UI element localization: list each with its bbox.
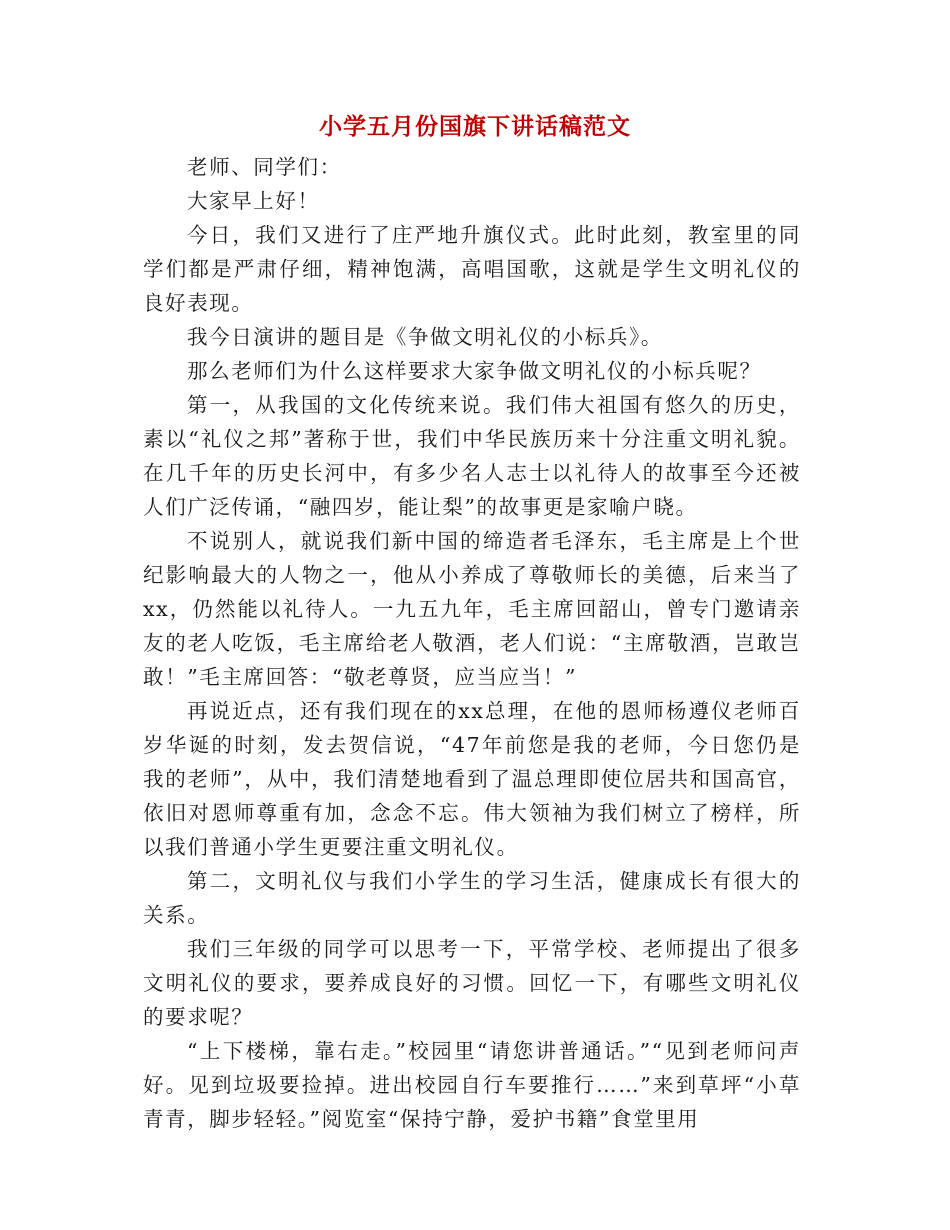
paragraph: 我今日演讲的题目是《争做文明礼仪的小标兵》。 bbox=[187, 325, 663, 349]
paragraph: 不说别人，就说我们新中国的缔造者毛泽东，毛主席是上个世纪影响最大的人物之一，他从小养成了尊敬师长的美德，后来当了xx，仍然能以礼待人。一九五九年，毛主席回韶山，曾专门邀请亲友的老人吃饭，毛主席给老人敬酒，老人们说：“主席敬酒，岂敢岂敢！”毛主席回答：“敬老尊贤，应当应当！” bbox=[143, 529, 801, 689]
document-title: 小学五月份国旗下讲话稿范文 bbox=[319, 114, 631, 140]
greeting: 大家早上好！ bbox=[187, 189, 320, 213]
paragraph: “上下楼梯，靠右走。”校园里“请您讲普通话。”“见到老师问声好。见到垃圾要捡掉。进出校园自行车要推行……”来到草坪“小草青青，脚步轻轻。”阅览室“保持宁静，爱护书籍”食堂里用 bbox=[143, 1039, 801, 1131]
document-body bbox=[143, 150, 801, 1136]
paragraph: 第二，文明礼仪与我们小学生的学习生活，健康成长有很大的关系。 bbox=[143, 869, 801, 927]
paragraph: 今日，我们又进行了庄严地升旗仪式。此时此刻，教室里的同学们都是严肃仔细，精神饱满，高唱国歌，这就是学生文明礼仪的良好表现。 bbox=[143, 223, 801, 315]
salutation: 老师、同学们： bbox=[187, 155, 342, 179]
paragraph: 我们三年级的同学可以思考一下，平常学校、老师提出了很多文明礼仪的要求，要养成良好的习惯。回忆一下，有哪些文明礼仪的要求呢？ bbox=[143, 937, 801, 1029]
paragraph: 那么老师们为什么这样要求大家争做文明礼仪的小标兵呢？ bbox=[187, 359, 762, 383]
paragraph: 再说近点，还有我们现在的xx总理，在他的恩师杨遵仪老师百岁华诞的时刻，发去贺信说，“47年前您是我的老师，今日您仍是我的老师”，从中，我们清楚地看到了温总理即使位居共和国高官，依旧对恩师尊重有加，念念不忘。伟大领袖为我们树立了榜样，所以我们普通小学生更要注重文明礼仪。 bbox=[143, 699, 801, 859]
paragraph: 第一，从我国的文化传统来说。我们伟大祖国有悠久的历史，素以“礼仪之邦”著称于世，我们中华民族历来十分注重文明礼貌。在几千年的历史长河中，有多少名人志士以礼待人的故事至今还被人们广泛传诵，“融四岁，能让梨”的故事更是家喻户晓。 bbox=[143, 393, 801, 519]
